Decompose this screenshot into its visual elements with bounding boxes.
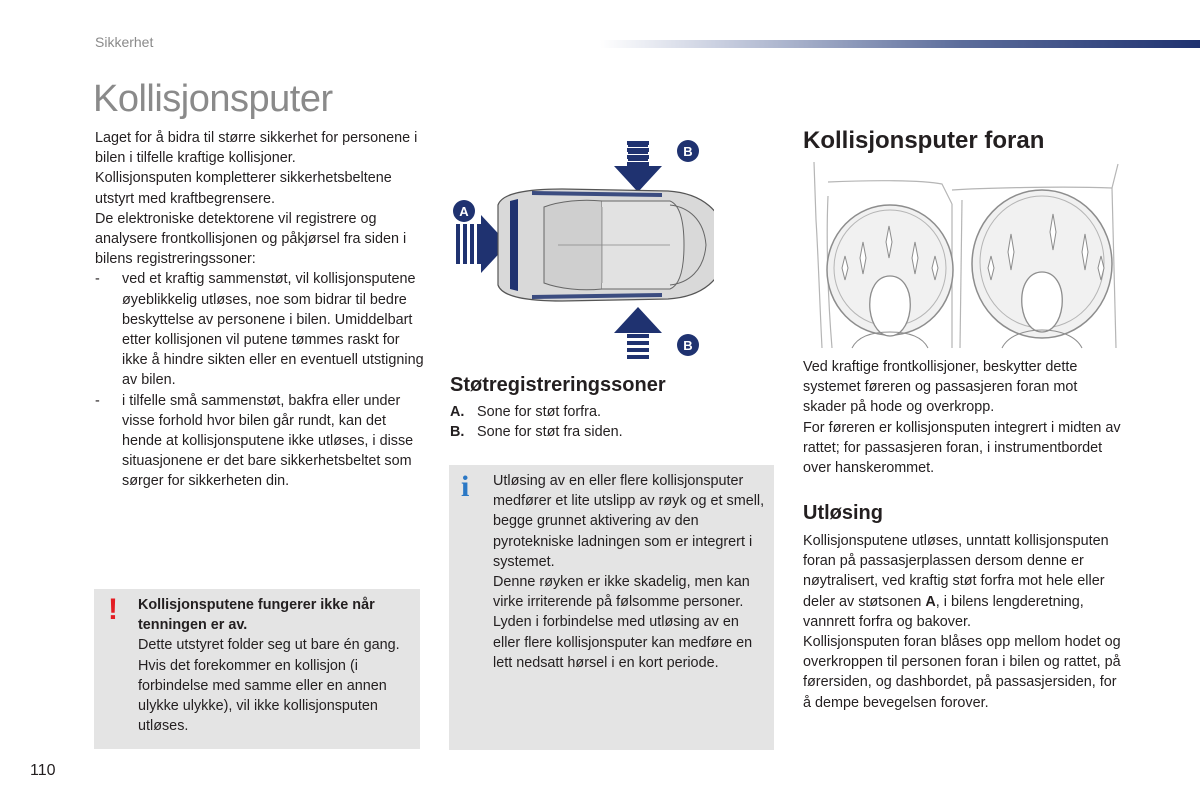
header-gradient-bar [600, 40, 1200, 48]
section-label: Sikkerhet [95, 34, 154, 50]
page-title: Kollisjonsputer [93, 78, 333, 120]
zone-a-reference: A [925, 593, 936, 610]
badge-b-top-label: B [683, 144, 693, 159]
zone-item-a [450, 402, 623, 422]
bullet-text: ved et kraftig sammenstøt, vil kollisjonsputene øyeblikkelig utløses, noe som bidrar til bedre beskyttelse av personene i bilen. Umiddelbart etter kollisjonen vil putene tømmes raskt for ikke å hindre sikten eller en eventuell utstigning av bilen. [122, 271, 424, 389]
front-airbags-text [803, 357, 1123, 478]
side-impact-arrow-top-shape [614, 141, 662, 192]
front-airbags-title: Kollisjonsputer foran [803, 127, 1045, 154]
release-paragraph-1 [803, 531, 1123, 632]
zone-text: Sone for støt forfra. [477, 404, 601, 420]
warning-icon: ! [108, 593, 118, 626]
release-p1-after: , i bilens lengderetning, vannrett forfra og bakover. [803, 593, 1084, 630]
info-paragraph-3: Lyden i forbindelse med utløsing av en eller flere kollisjonsputer kan medføre en lett nedsatt hørsel i en kort periode. [493, 614, 753, 671]
info-icon: i [461, 470, 470, 503]
page-number: 110 [30, 762, 56, 779]
intro-paragraph-1: Laget for å bidra til større sikkerhet for personene i bilen i tilfelle kraftige kollisjoner. [95, 130, 418, 167]
front-airbags-illustration [812, 160, 1122, 350]
zone-key: B. [450, 424, 465, 441]
front-paragraph-2: For føreren er kollisjonsputen integrert i midten av rattet; for passasjeren foran, i instrumentbordet over hanskerommet. [803, 419, 1121, 477]
badge-a-label: A [459, 204, 469, 219]
front-paragraph-1: Ved kraftige frontkollisjoner, beskytter dette systemet føreren og passasjeren foran mot skader på hode og overkropp. [803, 359, 1078, 416]
bullet-dash: - [95, 271, 100, 288]
bullet-text: i tilfelle små sammenstøt, bakfra eller under visse forhold hvor bilen går rundt, kan det hende at kollisjonsputene ikke utløses, i disse situasjonene er det bare sikkerhetsbeltet som sørger for sikkerheten din. [122, 392, 414, 490]
zones-title: Støtregistreringssoner [450, 374, 666, 396]
info-paragraph-1: Utløsing av en eller flere kollisjonsputer medfører et lite utslipp av røyk og et smell, begge grunnet aktivering av den pyrotekniske ladningen som er integrert i systemet. [493, 473, 765, 570]
side-impact-arrow-bottom [614, 307, 662, 359]
zone-key: A. [450, 404, 465, 420]
zones-list [450, 402, 623, 442]
zone-item-b [450, 422, 623, 442]
info-paragraph-2: Denne røyken er ikke skadelig, men kan virke irriterende på følsomme personer. [493, 574, 750, 611]
info-text [493, 471, 768, 673]
impact-zones-diagram [452, 135, 714, 365]
warning-text [138, 595, 408, 736]
warning-body: Dette utstyret folder seg ut bare én gang. Hvis det forekommer en kollisjon (i forbindelse med samme eller en annen ulykke ulykke), vil ikke kollisjonsputen utløses. [138, 637, 400, 735]
intro-paragraph-2: Kollisjonsputen kompletterer sikkerhetsbeltene utstyrt med kraftbegrensere. [95, 170, 392, 207]
zone-text: Sone for støt fra siden. [477, 424, 623, 441]
release-paragraph-2: Kollisjonsputen foran blåses opp mellom hodet og overkroppen til personen foran i bilen og rattet, på førersiden, og dashbordet, på passasjersiden, for å dempe bevegelsen forover. [803, 634, 1121, 711]
bullet-dash: - [95, 392, 100, 409]
car-top-view [498, 189, 714, 301]
intro-text [95, 128, 425, 492]
release-title: Utløsing [803, 502, 883, 524]
passenger-airbag [972, 190, 1112, 348]
intro-paragraph-3: De elektroniske detektorene vil registrere og analysere frontkollisjonen og påkjørsel fra siden i bilens registreringssoner: [95, 210, 407, 268]
release-text [803, 531, 1123, 713]
warning-heading: Kollisjonsputene fungerer ikke når tenningen er av. [138, 597, 375, 634]
release-p1-before: Kollisjonsputene utløses, unntatt kollisjonsputen foran på passasjerplassen dersom denne er nøytralisert, ved kraftig støt forfra mot hele eller deler av støtsonen [803, 533, 1109, 610]
intro-bullet-1 [95, 269, 425, 390]
driver-airbag [827, 205, 953, 348]
badge-b-bottom-label: B [683, 338, 693, 353]
intro-bullet-2 [95, 391, 425, 492]
